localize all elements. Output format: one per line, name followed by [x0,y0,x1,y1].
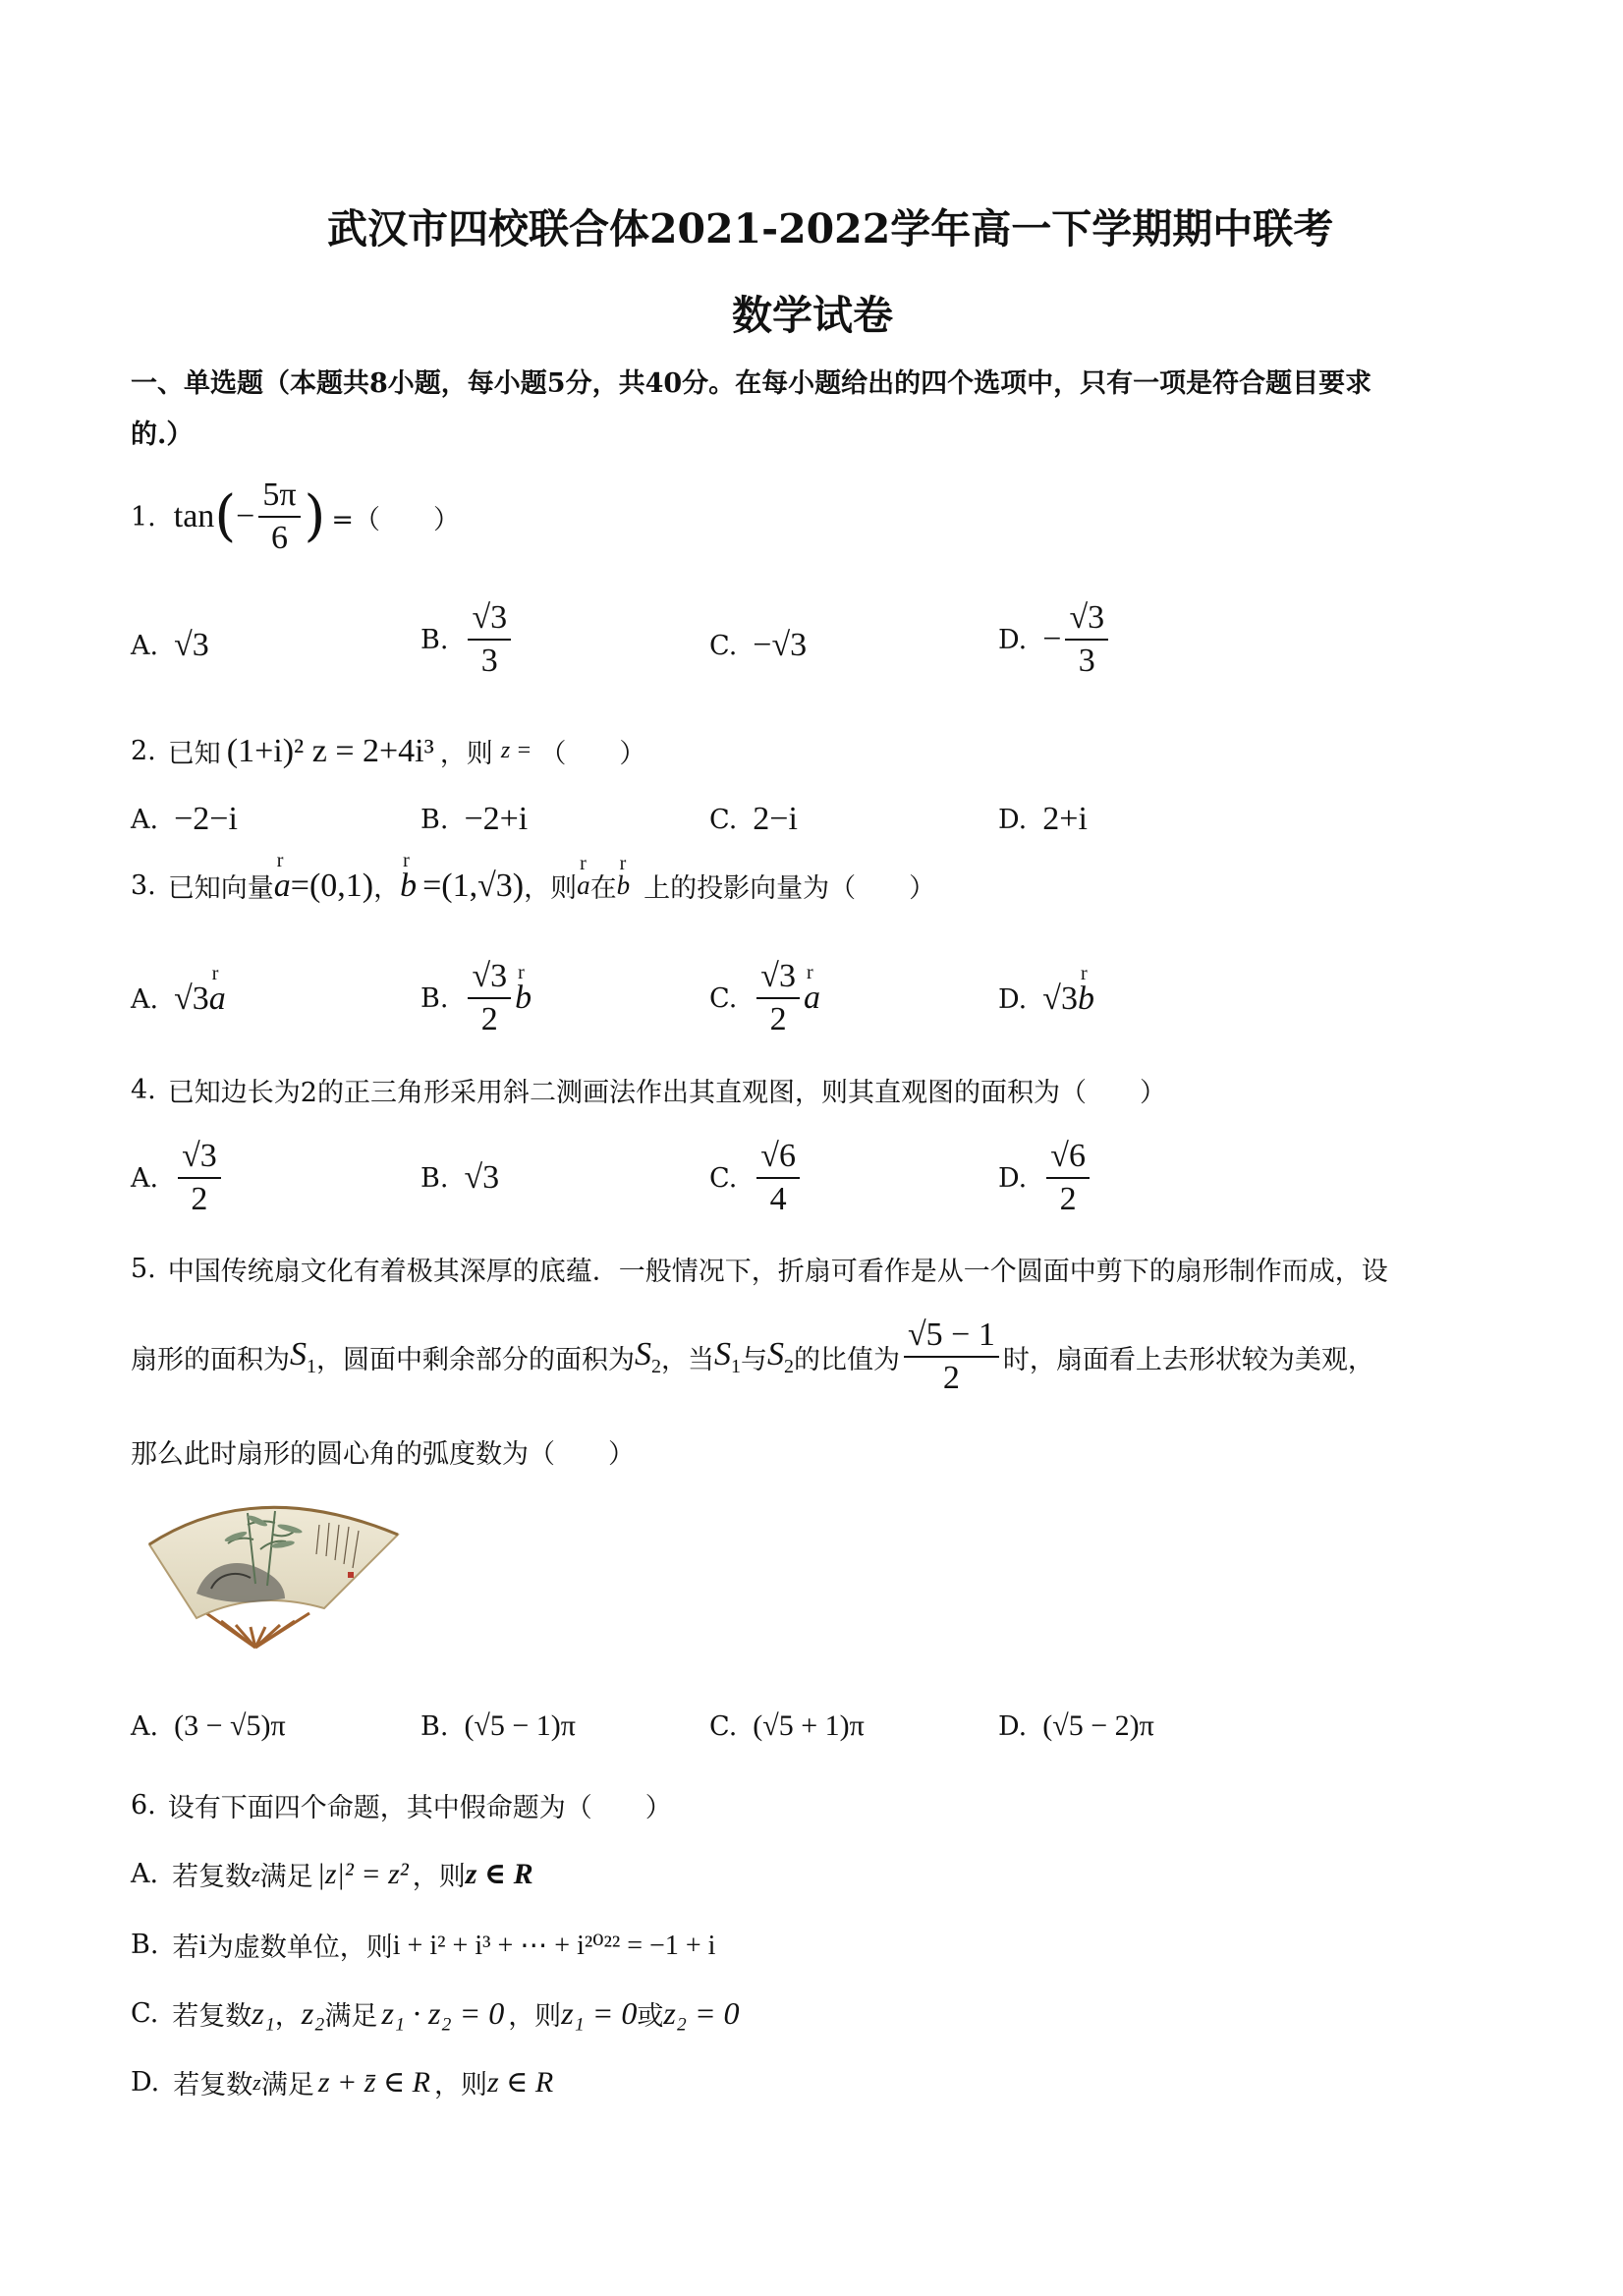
coefficient: √3 [1042,980,1078,1017]
option-math: z + z̄ ∈ R [317,2066,430,2099]
question-text: 上的投影向量为（ ） [644,873,936,904]
subscript: 2 [784,1355,794,1377]
option-letter: B. [420,804,449,835]
question-text: 设有下面四个命题，其中假命题为（ ） [167,1793,672,1823]
question-5-line3: 那么此时扇形的圆心角的弧度数为（ ） [131,1439,635,1470]
q1-option-b[interactable] [420,599,515,680]
vector-a: r a [274,868,291,905]
z-variable: z [252,1861,260,1886]
option-letter: C. [709,630,738,661]
fraction-num: √6 [756,1138,800,1179]
vector-b: r b [515,980,532,1017]
fraction-den: 2 [480,1001,498,1037]
fraction-den: 2 [1059,1181,1077,1217]
option-letter: B. [420,1710,449,1742]
question-number: 1. [131,501,156,532]
vector-b-value: =(1,√3) [422,867,525,904]
q1-option-a[interactable] [131,627,209,664]
option-letter: B. [420,1162,449,1194]
section-heading-line1: 一、单选题（本题共8小题，每小题5分，共40分。在每小题给出的四个选项中，只有一项是符合题目要求 [131,368,1372,399]
vector-b: r b [617,870,631,901]
option-letter: D. [998,624,1028,655]
fan-ribs [206,1613,309,1648]
question-2-stem [131,732,645,770]
left-paren: ( [214,484,237,548]
subscript: 1 [731,1355,741,1377]
question-text: 在 [589,873,617,904]
option-text: 或 [637,2001,664,2032]
q6-option-c[interactable] [131,1994,740,2033]
question-1-suffix: =（ ） [331,504,461,535]
s-letter: S [290,1335,307,1372]
q2-option-b[interactable] [420,801,528,838]
option-math: z₁ · z₂ = 0 [381,1995,505,2031]
imaginary-unit: i [198,1928,207,1961]
question-5-line1 [131,1250,1388,1288]
question-text: 已知 [167,739,221,769]
vector-a-value: =(0,1) [290,867,374,904]
option-letter: A. [131,1859,159,1889]
q4-option-d[interactable] [998,1138,1093,1218]
option-letter: D. [998,1162,1028,1194]
question-text: 中国传统扇文化有着极其深厚的底蕴．一般情况下，折扇可看作是从一个圆面中剪下的扇形制作而成，设 [167,1257,1388,1287]
option-value: (√5 − 1)π [464,1709,576,1742]
option-text: 为虚数单位，则 [206,1932,393,1963]
comma: ， [373,873,401,904]
s1-symbol [290,1336,316,1378]
q4-option-a[interactable] [131,1138,225,1218]
option-text: 满足 [324,2001,378,2032]
equation: (1+i)² z = 2+4i³ [226,732,434,769]
fraction-den: 3 [1078,643,1095,679]
option-letter: C. [709,804,738,835]
s-letter: S [714,1335,731,1372]
option-fraction [1046,1138,1090,1218]
q3-option-b[interactable] [420,958,532,1038]
q5-option-b[interactable] [420,1709,576,1743]
option-value: −2+i [464,801,529,837]
fraction-num: √6 [1046,1138,1090,1179]
q6-option-d[interactable] [131,2063,553,2101]
option-letter: D. [998,1710,1028,1742]
question-text: 的比值为 [794,1344,900,1375]
option-letter: A. [131,630,159,661]
s1-symbol [714,1336,741,1378]
option-letter: C. [709,1162,738,1194]
option-value: (√5 − 2)π [1042,1709,1154,1742]
s2-symbol [767,1336,794,1378]
option-math: i + i² + i³ + ⋯ + i²⁰²² = −1 + i [392,1930,716,1961]
vector-b: r b [400,868,417,905]
question-6-stem [131,1786,672,1824]
vector-a: r a [577,870,590,901]
s-letter: S [767,1335,784,1372]
q2-option-a[interactable] [131,801,238,838]
option-letter: B. [420,624,449,655]
fraction-den: 6 [270,520,288,556]
fraction-num: √3 [756,958,800,999]
fraction-num: √3 [468,958,511,999]
option-letter: D. [998,804,1028,835]
subscript: 2 [651,1355,661,1377]
vector-a: r a [804,980,820,1017]
q3-option-d[interactable] [998,980,1094,1018]
question-text: ，则 [524,873,578,904]
option-math: |z|² = z² [316,1857,409,1890]
fraction-num: √3 [1065,599,1108,641]
s-letter: S [635,1335,651,1372]
option-letter: C. [131,1998,159,2029]
option-value: 2+i [1042,801,1088,837]
minus-sign: − [236,498,255,534]
option-letter: B. [420,982,449,1014]
fraction-num: √3 [468,599,511,641]
question-text: 与 [741,1344,767,1375]
option-text: ，则 [508,2001,562,2032]
option-letter: A. [131,1710,159,1742]
option-math: z₁ = 0 [561,1995,638,2031]
z-variable: z = [500,738,532,763]
vector-b: r b [1078,980,1094,1018]
question-text: ，则 [439,739,493,769]
question-4-stem [131,1071,1166,1109]
question-text: 时，扇面看上去形状较为美观， [1002,1344,1374,1375]
option-text: 满足 [259,1862,313,1892]
option-fraction [468,958,511,1038]
question-text: ，圆面中剩余部分的面积为 [316,1344,635,1375]
seal-stamp [348,1572,354,1578]
fraction-num: √3 [178,1138,221,1179]
option-text: ，则 [433,2070,487,2100]
option-text: 满足 [260,2070,314,2100]
option-text: ，则 [412,1862,466,1892]
question-number: 2. [131,736,156,766]
fraction-den: 4 [769,1181,787,1217]
option-letter: D. [131,2067,160,2098]
option-text: ， [274,2001,302,2032]
q5-option-c[interactable] [709,1709,865,1743]
tan-label: tan [173,498,215,534]
question-text: 已知向量 [167,873,274,904]
option-math: z ∈ R [465,1858,533,1890]
exam-title: 武汉市四校联合体2021-2022学年高一下学期期中联考 [327,205,1334,252]
minus-sign: − [1042,621,1062,657]
question-text: ，当 [661,1344,714,1375]
fraction-den: 2 [191,1181,208,1217]
option-fraction [178,1138,221,1218]
vector-a: r a [209,980,226,1018]
option-text: 若复数 [173,2070,253,2100]
q1-option-c[interactable] [709,627,807,664]
option-value: −2−i [174,801,238,837]
ratio-fraction [904,1316,999,1397]
q4-option-c[interactable] [709,1138,804,1218]
option-letter: C. [709,982,738,1014]
q5-option-a[interactable] [131,1709,286,1743]
q6-option-a[interactable] [131,1855,533,1893]
question-5-line2 [131,1316,1374,1397]
exam-subtitle: 数学试卷 [732,292,893,339]
option-text: 若复数 [172,2001,252,2032]
option-math: z₁ [252,1995,275,2031]
q5-option-d[interactable] [998,1709,1154,1743]
option-value: 2−i [753,801,798,837]
option-letter: C. [709,1710,738,1742]
option-fraction [756,958,800,1038]
fraction [258,476,300,557]
option-math: z ∈ R [486,2066,554,2099]
coefficient: √3 [174,980,209,1017]
option-value: √3 [464,1159,500,1196]
q3-option-a[interactable] [131,980,226,1018]
q1-option-d[interactable] [998,599,1112,680]
option-letter: A. [131,983,159,1015]
right-paren: ) [304,484,326,548]
question-text: 扇形的面积为 [131,1344,290,1375]
option-letter: B. [131,1930,159,1960]
answer-paren: （ ） [539,739,646,769]
q6-option-b[interactable] [131,1926,715,1964]
option-value: (√5 + 1)π [753,1709,865,1742]
fraction-num: 5π [258,476,300,518]
option-letter: A. [131,804,159,835]
option-value: −√3 [753,627,808,663]
option-letter: D. [998,983,1028,1015]
q4-option-b[interactable] [420,1159,499,1197]
option-fraction [468,599,511,680]
s2-symbol [635,1336,661,1378]
fraction-den: 3 [480,643,498,679]
option-letter: A. [131,1162,159,1194]
question-number: 5. [131,1254,156,1284]
option-fraction [1065,599,1108,680]
question-text: 已知边长为2的正三角形采用斜二测画法作出其直观图，则其直观图的面积为（ ） [167,1078,1166,1108]
fraction-den: 2 [942,1360,960,1396]
option-text: 若 [172,1932,199,1963]
q3-option-c[interactable] [709,958,820,1038]
option-math: z₂ [301,1995,325,2031]
question-3-stem [131,867,935,905]
subscript: 1 [307,1355,316,1377]
option-text: 若复数 [172,1862,252,1892]
question-1-stem [131,476,460,557]
section-heading-line2: 的.） [131,420,194,450]
fraction-den: 2 [769,1001,787,1037]
question-number: 6. [131,1790,156,1820]
option-math: z₂ = 0 [663,1995,740,2031]
option-value: (3 − √5)π [174,1709,286,1742]
z-variable: z [252,2069,261,2095]
q2-option-c[interactable] [709,801,798,838]
fraction-num: √5 − 1 [904,1316,999,1358]
option-value: √3 [174,627,209,663]
question-number: 3. [131,870,156,901]
folding-fan-image [138,1495,403,1652]
question-number: 4. [131,1075,156,1105]
option-fraction [756,1138,800,1218]
q2-option-d[interactable] [998,801,1088,838]
